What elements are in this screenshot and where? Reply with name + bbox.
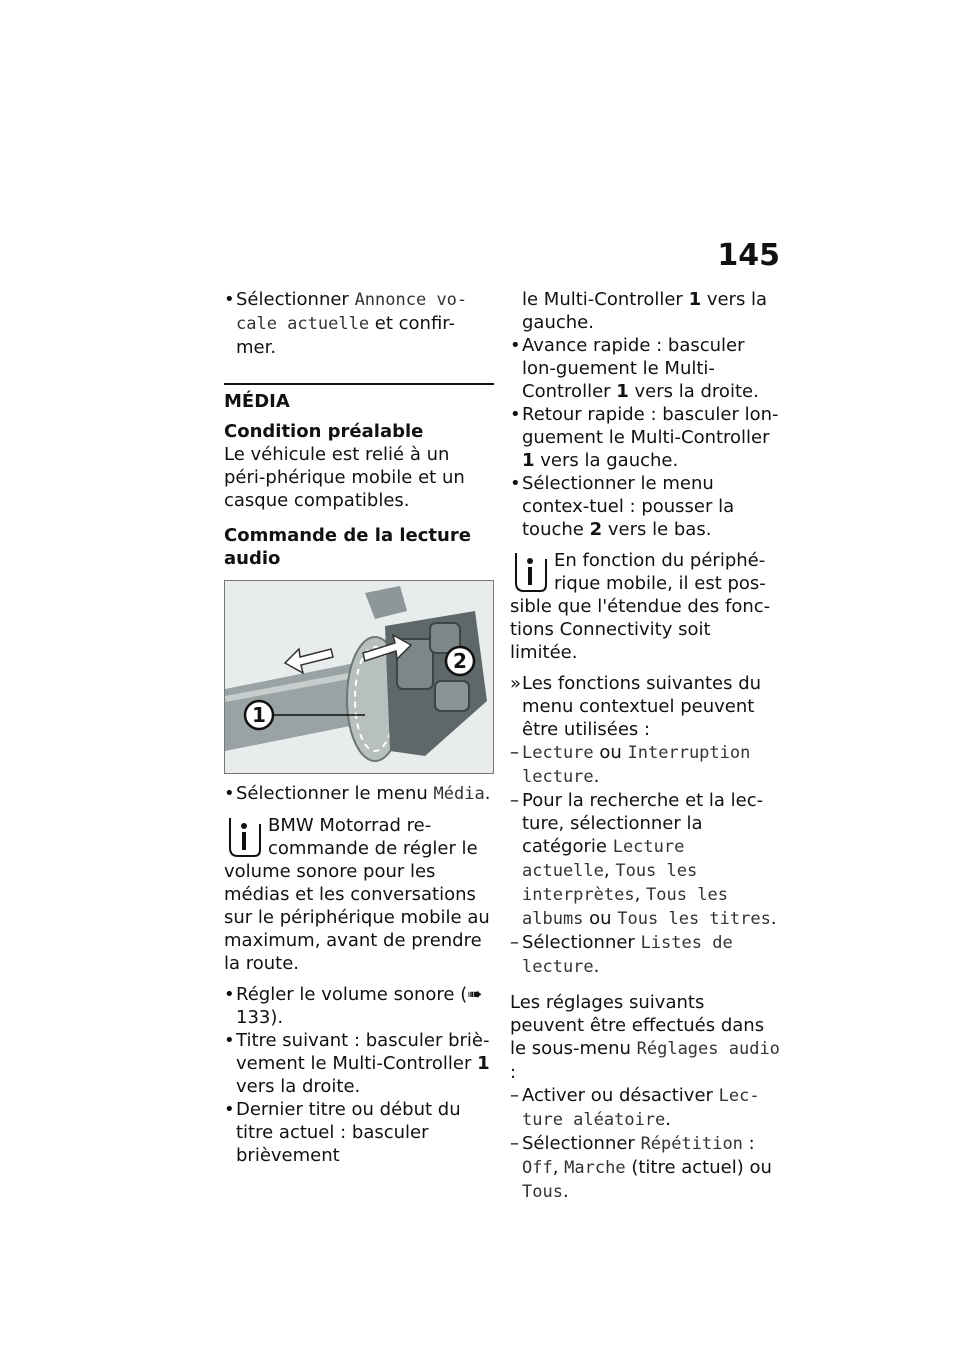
right-column	[510, 288, 782, 1204]
bullet-fast-forward: • Avance rapide : basculer lon-guement le Multi-Controller 1 vers la droite.	[510, 334, 782, 403]
bullet-set-volume: • Régler le volume sonore (➠ 133).	[224, 983, 494, 1029]
bullet-context-menu: • Sélectionner le menu contex-tuel : pousser la touche 2 vers le bas.	[510, 472, 782, 541]
continued-text: le Multi-Controller 1 vers la gauche.	[522, 289, 768, 333]
figure-callout-1: 1	[252, 703, 266, 727]
info-icon	[510, 549, 548, 595]
dash-playlists: – Sélectionner Listes de lecture.	[510, 931, 782, 979]
audio-control-heading: Commande de la lecture audio	[224, 525, 471, 569]
dash-playback: – Lecture ou Interruption lecture.	[510, 741, 782, 789]
dash-shuffle: – Activer ou désactiver Lec-ture aléatoire.	[510, 1084, 782, 1132]
section-title: MÉDIA	[224, 391, 290, 412]
bullet-previous-title: • Dernier titre ou début du titre actuel : basculer brièvement	[224, 1098, 494, 1167]
info-note: BMW Motorrad re-commande de régler le volume sonore pour les médias et les conversations sur le périphérique mobile au maximum, avant de prendre la route.	[224, 815, 490, 974]
handlebar-controller-figure	[224, 580, 494, 774]
prerequisite-heading: Condition préalable	[224, 421, 424, 442]
info-note-connectivity: En fonction du périphé-rique mobile, il est pos-sible que l'étendue des fonc-tions Connectivity soit limitée.	[510, 550, 771, 663]
bullet-rewind: • Retour rapide : basculer lon-guement le Multi-Controller 1 vers la gauche.	[510, 403, 782, 472]
page-number: 145	[717, 238, 780, 273]
bullet-next-title: • Titre suivant : basculer briè-vement le Multi-Controller 1 vers la droite.	[224, 1029, 494, 1098]
prerequisite-text: Le véhicule est relié à un péri-phérique mobile et un casque compatibles.	[224, 444, 465, 511]
info-icon	[224, 814, 262, 860]
section-divider	[224, 383, 494, 385]
dash-search-category: – Pour la recherche et la lec-ture, sélectionner la catégorie Lecture actuelle, Tous les interprètes, Tous les albums ou Tous les titres.	[510, 789, 782, 931]
bullet-select-media-menu: • Sélectionner le menu Média.	[224, 782, 494, 806]
audio-settings-intro: Les réglages suivants peuvent être effectués dans le sous-menu Réglages audio :	[510, 992, 780, 1083]
bullet-select-voice-announcement: • Sélectionner Annonce vo-cale actuelle et confir-mer.	[224, 288, 494, 359]
dash-repeat: – Sélectionner Répétition : Off, Marche (titre actuel) ou Tous.	[510, 1132, 782, 1204]
result-functions: » Les fonctions suivantes du menu contextuel peuvent être utilisées :	[510, 672, 782, 741]
left-column	[224, 288, 494, 1167]
figure-callout-2: 2	[453, 649, 467, 673]
